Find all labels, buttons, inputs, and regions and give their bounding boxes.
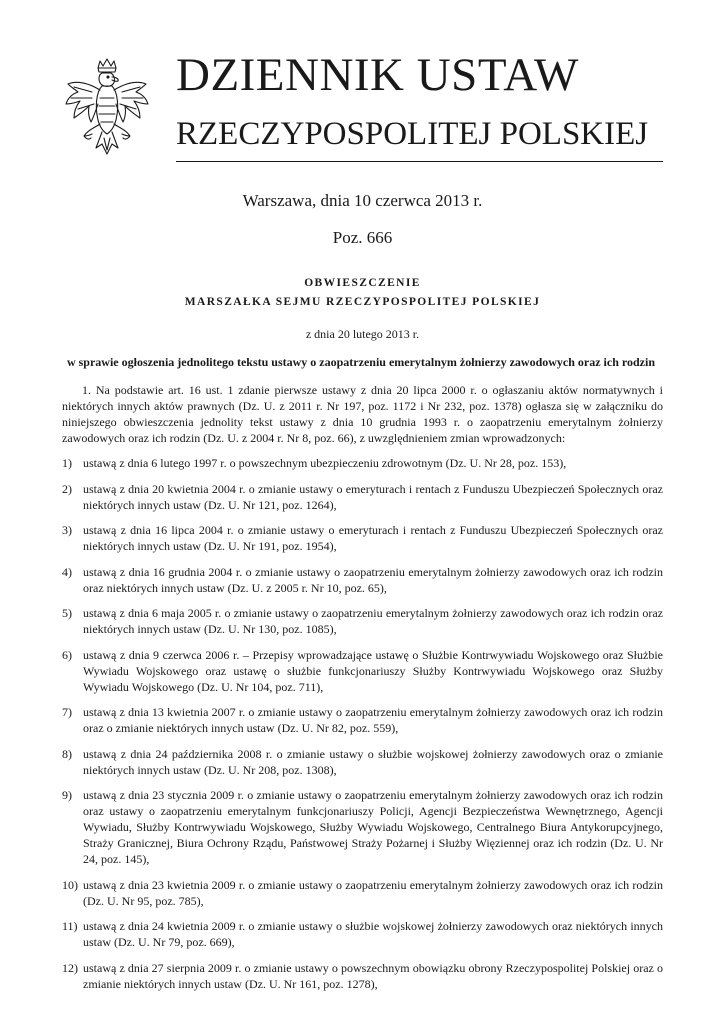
list-item-text: ustawą z dnia 24 kwietnia 2009 r. o zmianie ustawy o służbie wojskowej żołnierzy zawodowych oraz niektórych innych ustaw (Dz. U. Nr 79, poz. 669), bbox=[83, 919, 663, 949]
list-item bbox=[62, 787, 663, 867]
list-item bbox=[62, 877, 663, 909]
list-item-number: 11) bbox=[62, 919, 78, 933]
list-item-number: 5) bbox=[62, 606, 72, 620]
list-item-number: 1) bbox=[62, 456, 72, 470]
intro-paragraph: 1. Na podstawie art. 16 ust. 1 zdanie pierwsze ustawy z dnia 20 lipca 2000 r. o ogłaszaniu aktów normatywnych i niektórych innych aktów prawnych (Dz. U. z 2011 r. Nr 197, poz. 1172 i Nr 232, poz. 1378) ogłasza się w załączniku do niniejszego obwieszczenia jednolity tekst ustawy z dnia 10 grudnia 1993 r. o zaopatrzeniu emerytalnym żołnierzy zawodowych oraz ich rodzin (Dz. U. z 2004 r. Nr 8, poz. 66), z uwzględnieniem zmian wprowadzonych: bbox=[62, 383, 663, 445]
list-item-text: ustawą z dnia 27 sierpnia 2009 r. o zmianie ustawy o powszechnym obowiązku obrony Rzeczypospolitej Polskiej oraz o zmianie niektórych innych ustaw (Dz. U. Nr 161, poz. 1278), bbox=[83, 960, 663, 991]
list-item-text: ustawą z dnia 6 lutego 1997 r. o powszechnym ubezpieczeniu zdrowotnym (Dz. U. Nr 28, poz. 153), bbox=[83, 456, 567, 470]
list-item-number: 9) bbox=[62, 788, 72, 802]
list-item-number: 10) bbox=[62, 877, 78, 892]
polish-eagle-emblem-icon bbox=[62, 58, 152, 166]
list-item bbox=[62, 647, 663, 695]
list-item bbox=[62, 564, 663, 596]
masthead-divider bbox=[176, 161, 663, 162]
list-item-number: 8) bbox=[62, 746, 72, 761]
act-type-heading: OBWIESZCZENIE bbox=[304, 277, 421, 289]
list-item bbox=[62, 522, 663, 554]
publication-date: Warszawa, dnia 10 czerwca 2013 r. bbox=[242, 191, 483, 210]
list-item bbox=[62, 746, 663, 778]
act-issuer-heading: MARSZAŁKA SEJMU RZECZYPOSPOLITEJ POLSKIEJ bbox=[184, 296, 541, 308]
list-item bbox=[62, 455, 663, 471]
list-item-text: ustawą z dnia 9 czerwca 2006 r. – Przepisy wprowadzające ustawę o Służbie Kontrwywiadu Wojskowego oraz Służbie Wywiadu Wojskowego oraz ustawę o służbie funkcjonariuszy Służby Kontrwywiadu Wojskowego oraz Służby Wywiadu Wojskowego (Dz. U. Nr 104, poz. 711), bbox=[83, 647, 663, 694]
list-item-number: 3) bbox=[62, 523, 72, 537]
list-item-text: ustawą z dnia 24 października 2008 r. o zmianie ustawy o służbie wojskowej żołnierzy zawodowych oraz o zmianie niektórych innych ustaw (Dz. U. Nr 208, poz. 1308), bbox=[83, 746, 663, 777]
list-item-text: ustawą z dnia 23 kwietnia 2009 r. o zmianie ustawy o zaopatrzeniu emerytalnym żołnierzy zawodowych oraz ich rodzin (Dz. U. Nr 95, poz. 785), bbox=[83, 877, 663, 908]
list-item-text: ustawą z dnia 13 kwietnia 2007 r. o zmianie ustawy o zaopatrzeniu emerytalnym żołnierzy zawodowych oraz ich rodzin oraz o zmianie niektórych innych ustaw (Dz. U. Nr 82, poz. 559), bbox=[83, 705, 663, 735]
list-item bbox=[62, 605, 663, 637]
list-item-number: 2) bbox=[62, 481, 72, 496]
journal-title: DZIENNIK USTAW bbox=[176, 49, 579, 101]
list-item-text: ustawą z dnia 20 kwietnia 2004 r. o zmianie ustawy o emeryturach i rentach z Funduszu Ubezpieczeń Społecznych oraz niektórych innych ustaw (Dz. U. Nr 121, poz. 1264), bbox=[83, 481, 663, 512]
list-item-text: ustawą z dnia 16 lipca 2004 r. o zmianie ustawy o emeryturach i rentach z Funduszu Ubezpieczeń Społecznych oraz niektórych innych ustaw (Dz. U. Nr 191, poz. 1954), bbox=[83, 523, 663, 553]
list-item bbox=[62, 481, 663, 513]
position-number: Poz. 666 bbox=[332, 228, 393, 247]
list-item-text: ustawą z dnia 16 grudnia 2004 r. o zmianie ustawy o zaopatrzeniu emerytalnym żołnierzy zawodowych oraz ich rodzin oraz niektórych innych ustaw (Dz. U. z 2005 r. Nr 10, poz. 65), bbox=[83, 564, 663, 595]
act-subject: w sprawie ogłoszenia jednolitego tekstu ustawy o zaopatrzeniu emerytalnym żołnierzy zawodowych oraz ich rodzin bbox=[66, 355, 656, 369]
list-item bbox=[62, 704, 663, 736]
list-item bbox=[62, 960, 663, 992]
list-item bbox=[62, 918, 663, 950]
list-item-number: 12) bbox=[62, 960, 78, 975]
act-date: z dnia 20 lutego 2013 r. bbox=[305, 327, 420, 341]
list-item-text: ustawą z dnia 23 stycznia 2009 r. o zmianie ustawy o zaopatrzeniu emerytalnym żołnierzy zawodowych oraz ich rodzin oraz ustawy o zaopatrzeniu emerytalnym funkcjonariuszy Policji, Agencji Bezpieczeństwa Wewnętrznego, Agencji Wywiadu, Służby Kontrwywiadu Wojskowego, Służby Wywiadu Wojskowego, Centralnego Biura Antykorupcyjnego, Straży Granicznej, Biura Ochrony Rządu, Państwowej Straży Pożarnej i Służby Więziennej oraz ich rodzin (Dz. U. Nr 24, poz. 145), bbox=[83, 788, 663, 866]
list-item-number: 7) bbox=[62, 705, 72, 719]
amendments-list bbox=[62, 455, 663, 1001]
list-item-text: ustawą z dnia 6 maja 2005 r. o zmianie ustawy o zaopatrzeniu emerytalnym żołnierzy zawodowych oraz ich rodzin oraz niektórych innych ustaw (Dz. U. Nr 130, poz. 1085), bbox=[83, 606, 663, 636]
list-item-number: 6) bbox=[62, 647, 72, 662]
list-item-number: 4) bbox=[62, 564, 72, 579]
journal-subtitle: RZECZYPOSPOLITEJ POLSKIEJ bbox=[176, 116, 649, 152]
